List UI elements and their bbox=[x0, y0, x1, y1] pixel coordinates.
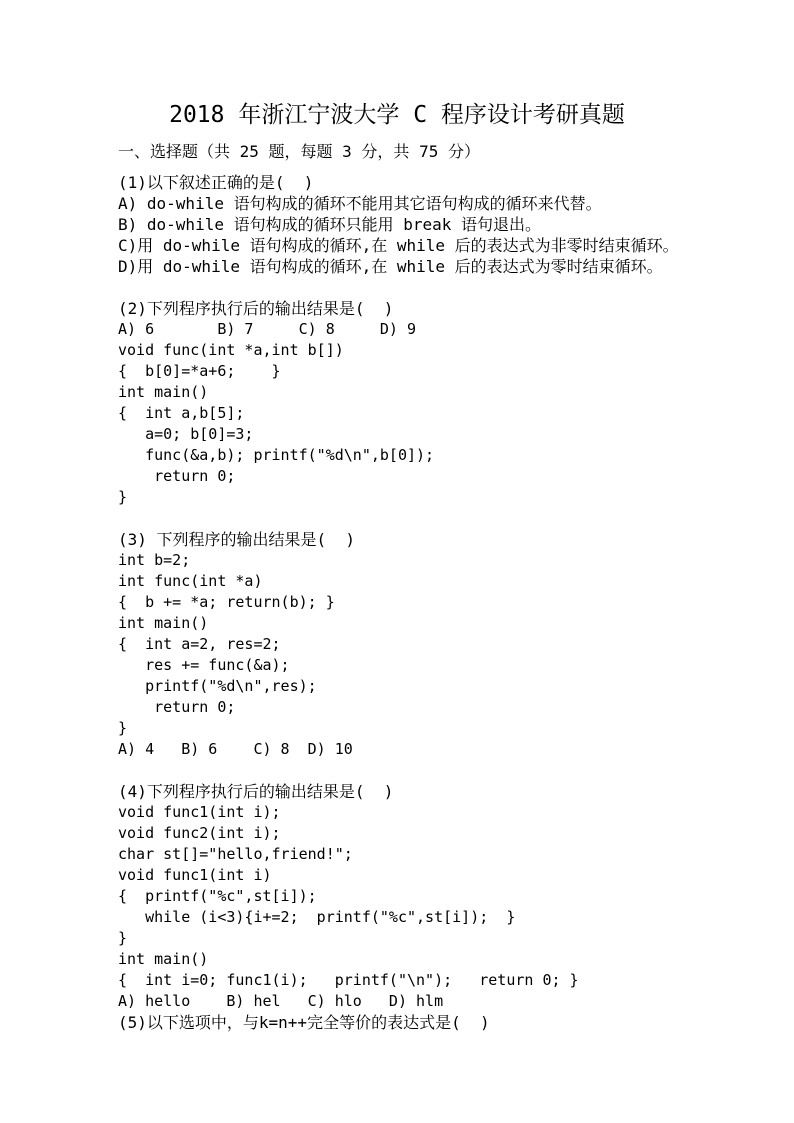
code-line: } bbox=[118, 488, 128, 506]
code-line: A) 6 B) 7 C) 8 D) 9 bbox=[118, 320, 417, 338]
code-line: A) 4 B) 6 C) 8 D) 10 bbox=[118, 740, 353, 758]
code-line: func(&a,b); printf("%d\n",b[0]); bbox=[118, 446, 435, 464]
question-q1 bbox=[118, 172, 679, 277]
code-line: int func(int *a) bbox=[118, 572, 263, 590]
question-q5 bbox=[118, 1012, 679, 1033]
code-line: void func(int *a,int b[]) bbox=[118, 341, 344, 359]
text-line: (5)以下选项中，与k=n++完全等价的表达式是( ) bbox=[118, 1013, 490, 1032]
code-line: { int i=0; func1(i); printf("\n"); return 0; } bbox=[118, 971, 579, 989]
code-line: { int a,b[5]; bbox=[118, 404, 245, 422]
code-line: res += func(&a); bbox=[118, 656, 290, 674]
text-line: (3) 下列程序的输出结果是( ) bbox=[118, 530, 356, 549]
text-line: (1)以下叙述正确的是( ) bbox=[118, 173, 314, 192]
question-q3 bbox=[118, 529, 679, 760]
code-line: int main() bbox=[118, 950, 209, 968]
question-q4 bbox=[118, 781, 679, 1012]
code-line: void func2(int i); bbox=[118, 824, 281, 842]
code-line: { b[0]=*a+6; } bbox=[118, 362, 281, 380]
text-line: (2)下列程序执行后的输出结果是( ) bbox=[118, 299, 394, 318]
text-line: (4)下列程序执行后的输出结果是( ) bbox=[118, 782, 394, 801]
section-heading: 一、选择题（共 25 题，每题 3 分，共 75 分） bbox=[118, 142, 480, 161]
question-list bbox=[118, 172, 679, 1033]
code-line: { int a=2, res=2; bbox=[118, 635, 281, 653]
code-line: return 0; bbox=[118, 467, 236, 485]
code-line: void func1(int i); bbox=[118, 803, 281, 821]
code-line: a=0; b[0]=3; bbox=[118, 425, 254, 443]
code-line: } bbox=[118, 719, 128, 737]
code-line: { printf("%c",st[i]); bbox=[118, 887, 317, 905]
code-line: while (i<3){i+=2; printf("%c",st[i]); } bbox=[118, 908, 516, 926]
code-line: int main() bbox=[118, 614, 209, 632]
text-line: C)用 do-while 语句构成的循环,在 while 后的表达式为非零时结束循环。 bbox=[118, 236, 679, 255]
code-line: return 0; bbox=[118, 698, 236, 716]
text-line: A) do-while 语句构成的循环不能用其它语句构成的循环来代替。 bbox=[118, 194, 602, 213]
page-title: 2018 年浙江宁波大学 C 程序设计考研真题 bbox=[169, 102, 625, 128]
code-line: A) hello B) hel C) hlo D) hlm bbox=[118, 992, 444, 1010]
code-line: int b=2; bbox=[118, 551, 191, 569]
code-line: } bbox=[118, 929, 128, 947]
code-line: { b += *a; return(b); } bbox=[118, 593, 335, 611]
code-line: int main() bbox=[118, 383, 209, 401]
code-line: char st[]="hello,friend!"; bbox=[118, 845, 353, 863]
text-line: B) do-while 语句构成的循环只能用 break 语句退出。 bbox=[118, 215, 542, 234]
code-line: void func1(int i) bbox=[118, 866, 272, 884]
text-line: D)用 do-while 语句构成的循环,在 while 后的表达式为零时结束循环。 bbox=[118, 257, 663, 276]
question-q2 bbox=[118, 298, 679, 508]
code-line: printf("%d\n",res); bbox=[118, 677, 317, 695]
